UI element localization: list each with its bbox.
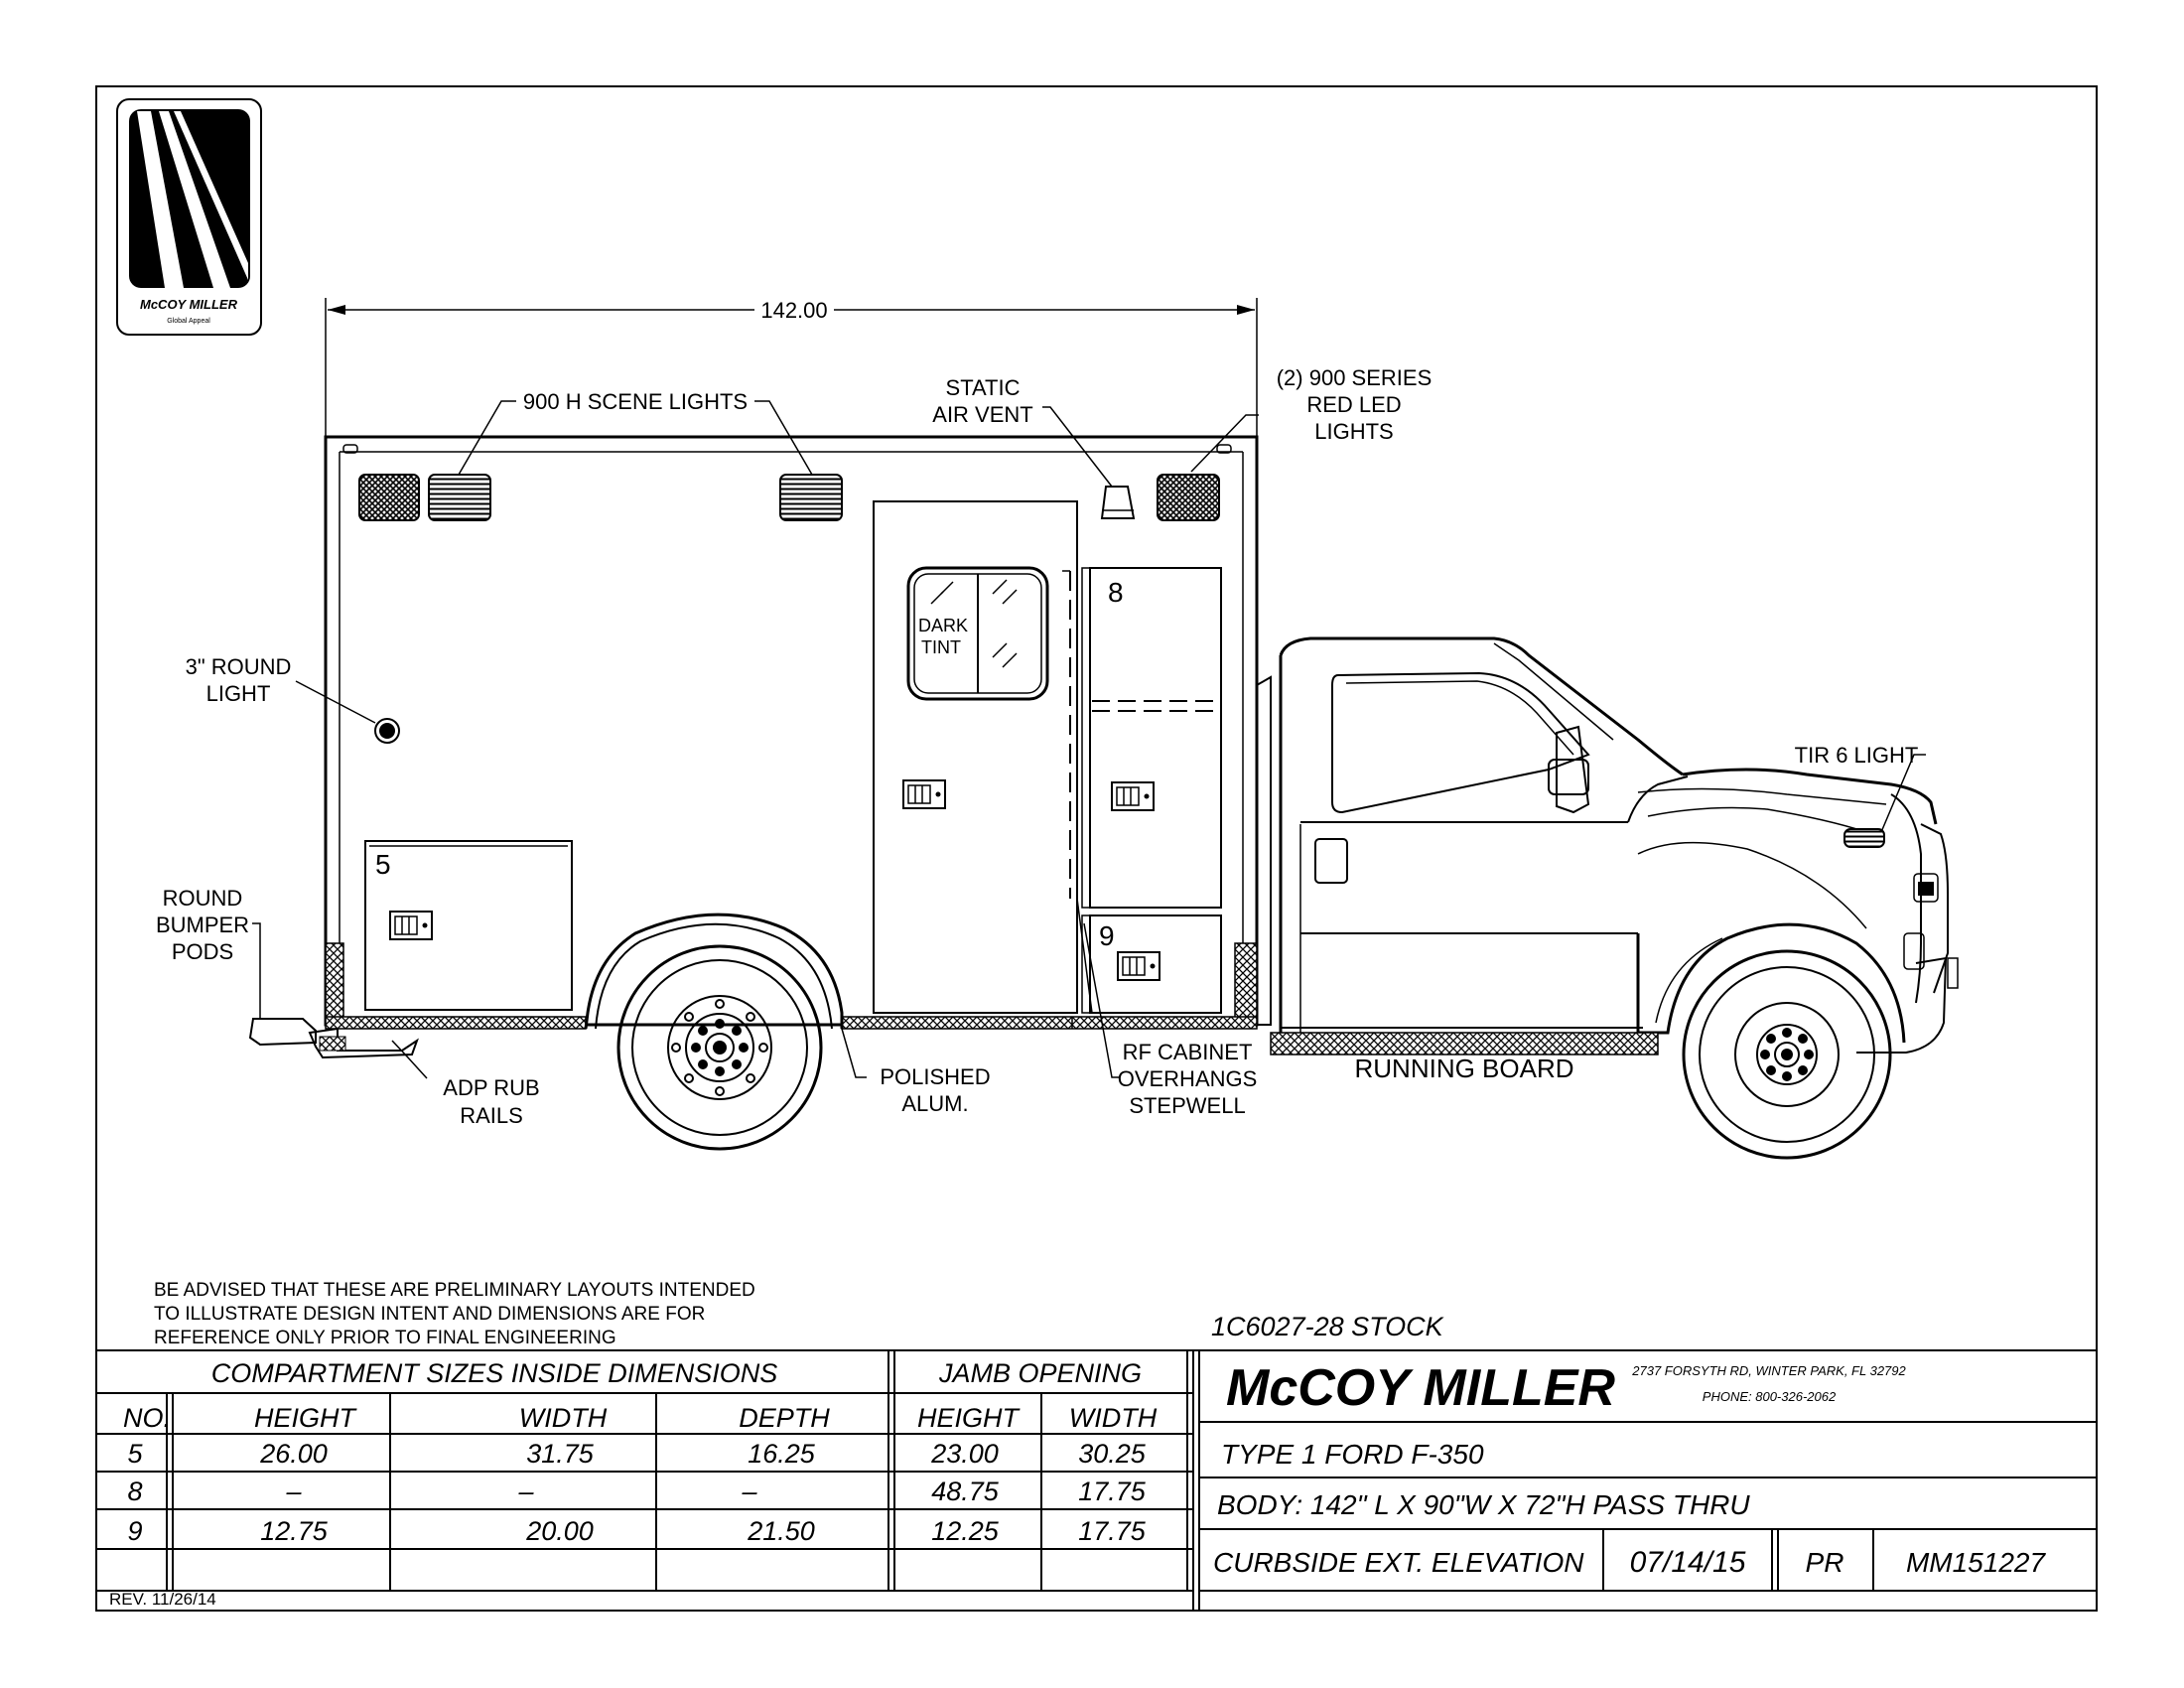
label-round-light-1: 3" ROUND bbox=[185, 654, 292, 679]
dimension-142: 142.00 bbox=[760, 298, 828, 323]
compartment-8-number: 8 bbox=[1108, 577, 1124, 608]
compartment-8 bbox=[1090, 568, 1221, 908]
side-door-handle bbox=[903, 780, 945, 808]
logo-name: McCOY MILLER bbox=[140, 297, 237, 312]
label-scene-lights: 900 H SCENE LIGHTS bbox=[522, 389, 749, 414]
label-bumper-pods-2: BUMPER bbox=[155, 913, 250, 937]
header-depth: DEPTH bbox=[739, 1403, 830, 1433]
cell-depth: – bbox=[742, 1477, 757, 1506]
rub-rail-rear bbox=[326, 943, 343, 1025]
table-title-compartments: COMPARTMENT SIZES INSIDE DIMENSIONS bbox=[210, 1358, 778, 1388]
label-rub-rails-1: ADP RUB bbox=[443, 1075, 540, 1100]
titleblock-phone: PHONE: 800-326-2062 bbox=[1702, 1389, 1837, 1404]
cell-height: 26.00 bbox=[260, 1439, 328, 1469]
cell-depth: 21.50 bbox=[748, 1516, 815, 1546]
cell-jamb-width: 30.25 bbox=[1078, 1439, 1146, 1469]
static-air-vent bbox=[1102, 487, 1134, 518]
header-width: WIDTH bbox=[518, 1403, 608, 1433]
ambulance-body bbox=[326, 437, 1257, 1029]
cell-width: – bbox=[518, 1477, 534, 1506]
cell-height: 12.75 bbox=[260, 1516, 328, 1546]
header-jamb-width: WIDTH bbox=[1068, 1403, 1158, 1433]
label-red-led-2: RED LED bbox=[1306, 392, 1402, 417]
label-rub-rails-2: RAILS bbox=[460, 1103, 523, 1128]
cell-jamb-height: 12.25 bbox=[931, 1516, 999, 1546]
label-bumper-pods-1: ROUND bbox=[162, 886, 243, 911]
cell-no: 9 bbox=[127, 1516, 143, 1546]
compartment-9-handle bbox=[1118, 952, 1160, 980]
label-rf-cabinet-2: OVERHANGS bbox=[1117, 1066, 1258, 1091]
label-round-light-2: LIGHT bbox=[205, 681, 271, 706]
titleblock-type: TYPE 1 FORD F-350 bbox=[1221, 1439, 1484, 1470]
header-no: NO. bbox=[122, 1403, 172, 1433]
cell-no: 8 bbox=[127, 1477, 143, 1506]
titleblock-date: 07/14/15 bbox=[1629, 1546, 1746, 1579]
titleblock-body: BODY: 142" L X 90"W X 72"H PASS THRU bbox=[1217, 1489, 1750, 1520]
label-rf-cabinet-1: RF CABINET bbox=[1122, 1040, 1253, 1064]
titleblock-company: McCOY MILLER bbox=[1226, 1359, 1615, 1417]
label-polished-2: ALUM. bbox=[901, 1091, 969, 1116]
label-static-vent-2: AIR VENT bbox=[932, 402, 1033, 427]
table-row bbox=[127, 1516, 1146, 1546]
cell-jamb-width: 17.75 bbox=[1078, 1477, 1146, 1506]
titleblock-address: 2737 FORSYTH RD, WINTER PARK, FL 32792 bbox=[1632, 1363, 1906, 1378]
table-row bbox=[127, 1439, 1146, 1469]
table-title-jamb: JAMB OPENING bbox=[938, 1358, 1143, 1388]
cab-door-handle bbox=[1315, 839, 1347, 883]
label-rf-cabinet-3: STEPWELL bbox=[1129, 1093, 1246, 1118]
disclaimer-line-2: TO ILLUSTRATE DESIGN INTENT AND DIMENSIONS ARE FOR bbox=[154, 1304, 706, 1325]
dark-tint-label-2: TINT bbox=[921, 637, 961, 657]
table-row bbox=[127, 1477, 1146, 1506]
revision-note: REV. 11/26/14 bbox=[109, 1590, 216, 1609]
titleblock-view: CURBSIDE EXT. ELEVATION bbox=[1213, 1547, 1584, 1578]
compartment-5 bbox=[365, 841, 572, 1010]
compartment-8-handle bbox=[1112, 782, 1154, 810]
logo-tagline: Global Appeal bbox=[167, 318, 210, 325]
label-red-led-3: LIGHTS bbox=[1314, 419, 1394, 444]
disclaimer-line-3: REFERENCE ONLY PRIOR TO FINAL ENGINEERING bbox=[154, 1328, 616, 1348]
cell-no: 5 bbox=[127, 1439, 143, 1469]
label-tir-light: TIR 6 LIGHT bbox=[1794, 743, 1919, 768]
dark-tint-label-1: DARK bbox=[917, 616, 969, 635]
cell-jamb-height: 48.75 bbox=[931, 1477, 999, 1506]
label-bumper-pods-3: PODS bbox=[171, 939, 234, 964]
title-block bbox=[1199, 1350, 2097, 1611]
label-polished-1: POLISHED bbox=[880, 1064, 991, 1089]
header-jamb-height: HEIGHT bbox=[916, 1403, 1020, 1433]
header-height: HEIGHT bbox=[253, 1403, 356, 1433]
label-red-led-1: (2) 900 SERIES bbox=[1276, 365, 1433, 390]
cell-depth: 16.25 bbox=[748, 1439, 815, 1469]
company-logo bbox=[117, 99, 261, 335]
red-led-light-left bbox=[359, 475, 419, 520]
scene-light-left bbox=[429, 475, 490, 520]
cell-jamb-height: 23.00 bbox=[931, 1439, 999, 1469]
tir6-light bbox=[1844, 829, 1884, 847]
overall-dimension bbox=[326, 298, 1257, 442]
label-static-vent-1: STATIC bbox=[945, 375, 1021, 400]
stock-number: 1C6027-28 STOCK bbox=[1211, 1312, 1443, 1341]
compartment-5-handle bbox=[390, 912, 432, 939]
cell-width: 20.00 bbox=[526, 1516, 594, 1546]
titleblock-drawing-no: MM151227 bbox=[1905, 1547, 2046, 1578]
compartment-5-number: 5 bbox=[375, 849, 391, 880]
running-board bbox=[1271, 1033, 1658, 1055]
cell-jamb-width: 17.75 bbox=[1078, 1516, 1146, 1546]
titleblock-drawn-by: PR bbox=[1805, 1547, 1844, 1578]
rear-wheel bbox=[586, 914, 842, 1149]
cell-width: 31.75 bbox=[526, 1439, 594, 1469]
cell-height: – bbox=[286, 1477, 302, 1506]
disclaimer-line-1: BE ADVISED THAT THESE ARE PRELIMINARY LAYOUTS INTENDED bbox=[154, 1280, 755, 1301]
red-led-light-right bbox=[1158, 475, 1219, 520]
label-running-board: RUNNING BOARD bbox=[1354, 1054, 1574, 1083]
compartment-9-number: 9 bbox=[1099, 920, 1115, 951]
rub-rail-front bbox=[1235, 943, 1257, 1025]
rub-rail-bottom bbox=[842, 1017, 1257, 1029]
disclaimer bbox=[154, 1280, 755, 1348]
scene-light-mid bbox=[780, 475, 842, 520]
